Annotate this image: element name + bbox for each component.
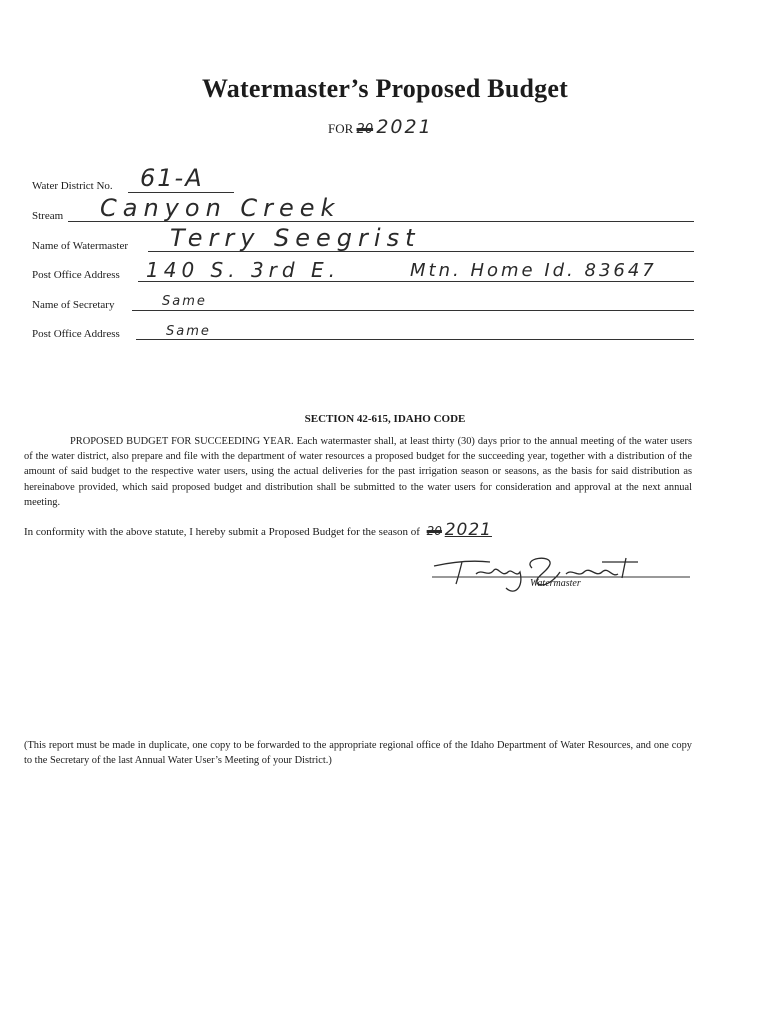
conformity-struck-prefix: 20 — [426, 524, 442, 538]
conformity-year: 2021 — [444, 520, 492, 540]
watermaster-label: Name of Watermaster — [32, 240, 129, 252]
for-label: FOR — [328, 121, 354, 136]
stream-value: Canyon Creek — [100, 194, 341, 222]
secretary-address-line — [136, 339, 694, 340]
secretary-line — [132, 310, 694, 311]
post-office-address-value: 140 S. 3rd E. — [146, 258, 340, 282]
for-year-value: 2021 — [376, 116, 433, 138]
document-title: Watermaster’s Proposed Budget — [202, 74, 568, 103]
conformity-statement — [24, 520, 492, 540]
section-heading: SECTION 42-615, IDAHO CODE — [304, 413, 466, 425]
signature-scribble — [432, 548, 692, 598]
post-office-address-city: Mtn. Home Id. 83647 — [410, 260, 657, 281]
footer-note: (This report must be made in duplicate, one copy to be forwarded to the appropriate regional office of the Idaho Department of Water Resources, and one copy to the Secretary of the last Annual Water User’s Meeting of your District.) — [24, 740, 692, 767]
water-district-label: Water District No. — [32, 180, 113, 192]
stream-label: Stream — [32, 210, 64, 222]
conformity-text: In conformity with the above statute, I hereby submit a Proposed Budget for the season of — [24, 526, 420, 538]
for-struck-prefix: 20 — [356, 122, 374, 137]
statute-text: PROPOSED BUDGET FOR SUCCEEDING YEAR. Each watermaster shall, at least thirty (30) days prior to the annual meeting of the water users of the water district, also prepare and file with the department of water resources a proposed budget for the succeeding year, together with a distribution of the amount of said budget to the respective water users, using the actual deliveries for the past irrigation season or seasons, as the basis for said distribution as hereinabove provided, which said proposed budget and distribution shall be submitted to the water users for consideration and approval at the next annual meeting. — [24, 436, 692, 508]
secretary-value: Same — [162, 294, 207, 309]
water-district-line — [128, 192, 234, 193]
for-year-line — [328, 116, 433, 138]
post-office-address-label: Post Office Address — [32, 269, 120, 281]
watermaster-value: Terry Seegrist — [170, 224, 421, 252]
water-district-value: 61-A — [140, 164, 204, 192]
signature-name — [442, 550, 449, 551]
signature-caption: Watermaster — [530, 578, 581, 589]
secretary-address-value: Same — [166, 324, 211, 339]
signature-area — [432, 548, 692, 598]
secretary-address-label: Post Office Address — [32, 328, 120, 340]
secretary-label: Name of Secretary — [32, 299, 115, 311]
